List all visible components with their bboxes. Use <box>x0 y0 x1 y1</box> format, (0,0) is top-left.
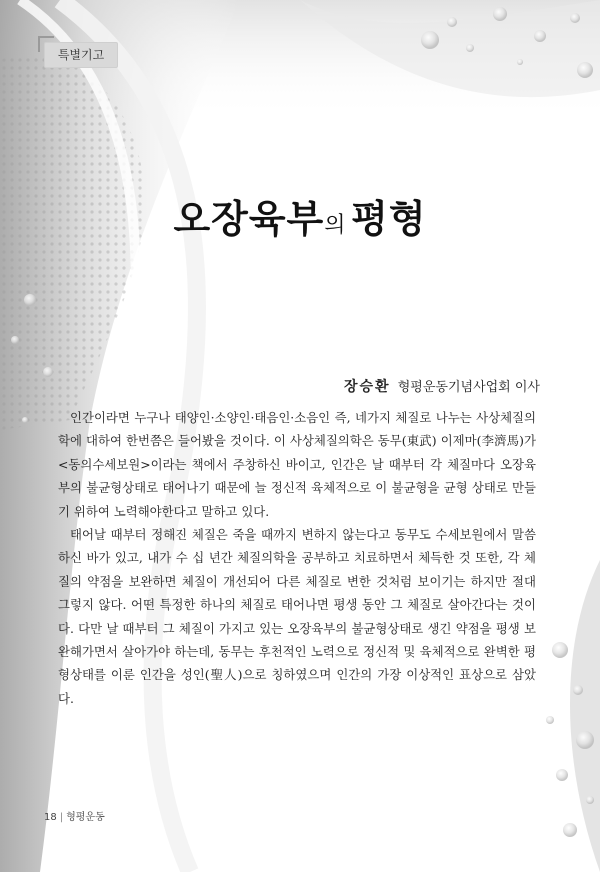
body-paragraph-2: 태어날 때부터 정해진 체질은 죽을 때까지 변하지 않는다고 동무도 수세보원에서 말씀하신 바가 있고, 내가 수 십 년간 체질의학을 공부하고 치료하면서 체득한 것 또한, 각 체질의 약점을 보완하면 체질이 개선되어 다른 체질로 변한 것처럼 보이기는 하지만 절대 그렇지 않다. 어떤 특정한 하나의 체질로 태어나면 평생 동안 그 체질로 살아간다는 것이다. 다만 날 때부터 그 체질이 가지고 있는 오장육부의 불균형상태로 생긴 약점을 평생 보완해가면서 살아가야 하는데, 동무는 후천적인 노력으로 정신적 및 육체적으로 완벽한 평형상태를 이룬 인간을 성인(聖人)으로 칭하였으며 인간의 가장 이상적인 표상으로 삼았다. <box>58 527 536 706</box>
page-number: 18 <box>44 812 57 823</box>
author-name: 장승환 <box>344 379 391 395</box>
section-tag: 특별기고 <box>44 42 118 68</box>
author-byline <box>344 376 540 396</box>
article-body <box>58 406 536 710</box>
title-main-word: 오장육부 <box>173 197 325 241</box>
title-second-word: 평형 <box>351 197 427 241</box>
author-title: 형평운동기념사업회 이사 <box>397 380 540 395</box>
page-footer <box>44 808 105 823</box>
footer-separator: | <box>59 812 64 823</box>
magazine-name: 형평운동 <box>66 812 105 823</box>
body-paragraph-1: 인간이라면 누구나 태양인·소양인·태음인·소음인 즉, 네가지 체질로 나누는 사상체질의학에 대하여 한번쯤은 들어봤을 것이다. 이 사상체질의학은 동무(東武) 이제마(李濟馬)가 <동의수세보원>이라는 책에서 주창하신 바이고, 인간은 날 때부터 각 체질마다 오장육부의 불균형상태로 태어나기 때문에 늘 정신적 육체적으로 이 불균형을 균형 상태로 만들기 위하여 노력해야한다고 말하고 있다. <box>58 410 536 519</box>
title-particle: 의 <box>324 213 346 238</box>
article-title <box>0 188 600 243</box>
